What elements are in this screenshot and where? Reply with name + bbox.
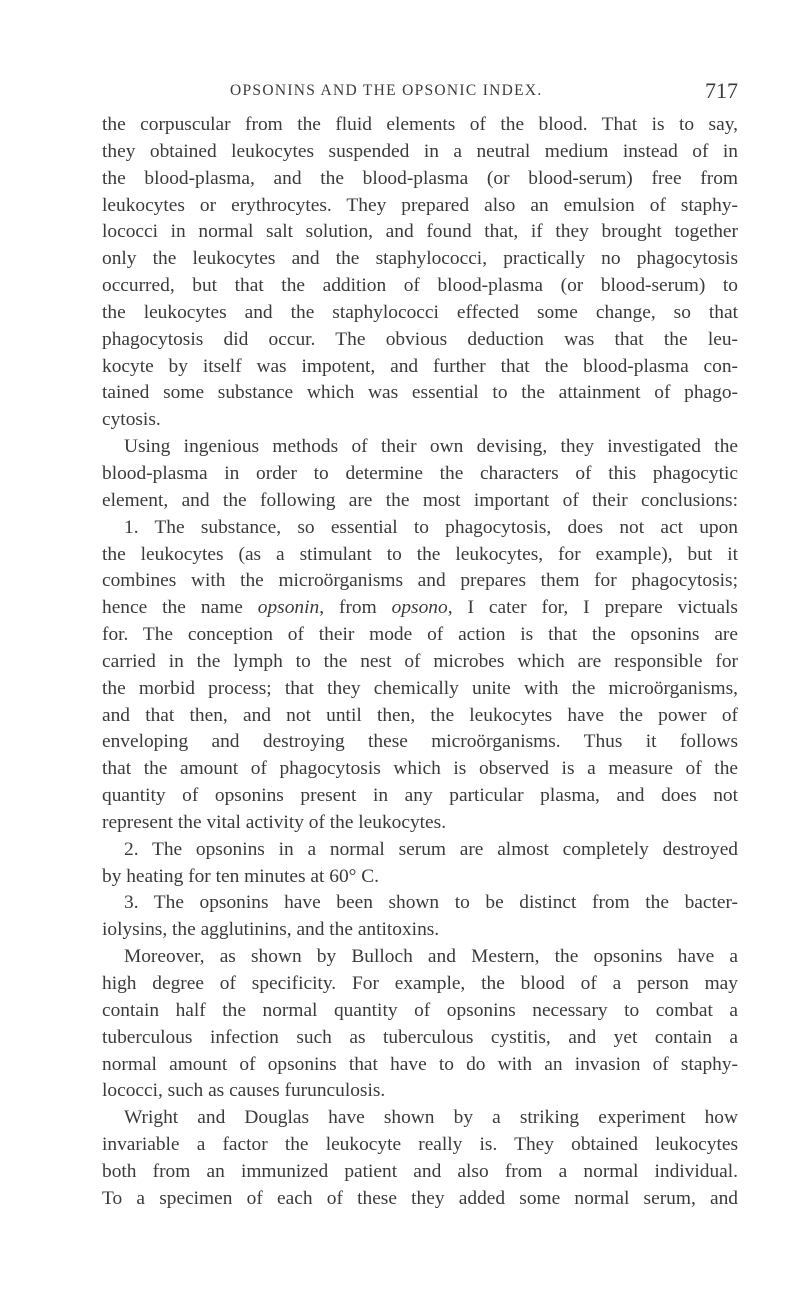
text-line: represent the vital activity of the leukocytes.	[102, 811, 447, 833]
italic-term: opsono	[391, 597, 448, 619]
text-line: Moreover, as shown by Bulloch and Mestern, the opsonins have a	[124, 946, 738, 968]
text-line: the leukocytes (as a stimulant to the leukocytes, for example), but it	[102, 543, 738, 565]
text-line: 1. The substance, so essential to phagocytosis, does not act upon	[124, 516, 738, 538]
text-line: they obtained leukocytes suspended in a neutral medium instead of in	[102, 140, 738, 162]
text-line: tained some substance which was essential to the attainment of phago-	[102, 382, 738, 404]
text-line: by heating for ten minutes at 60° C.	[102, 865, 380, 887]
text-line: Wright and Douglas have shown by a striking experiment how	[124, 1107, 738, 1129]
text-line: Using ingenious methods of their own devising, they investigated the	[124, 436, 738, 458]
text-line: the leukocytes and the staphylococci effected some change, so that	[102, 301, 738, 323]
page-number: 717	[705, 78, 738, 103]
text-line: cytosis.	[102, 409, 161, 431]
text-line: the morbid process; that they chemically unite with the microörganisms,	[102, 677, 738, 699]
text-line: for. The conception of their mode of action is that the opsonins are	[102, 624, 738, 646]
text-line: the blood-plasma, and the blood-plasma (or blood-serum) free from	[102, 167, 738, 189]
body-text	[102, 112, 738, 1213]
text-line: and that then, and not until then, the leukocytes have the power of	[102, 704, 738, 726]
text-line: both from an immunized patient and also from a normal individual.	[102, 1160, 738, 1182]
text-line: hence the name opsonin, from opsono, I cater for, I prepare victuals	[102, 597, 738, 619]
text-line: contain half the normal quantity of opsonins necessary to combat a	[102, 999, 738, 1021]
text-line: lococci in normal salt solution, and found that, if they brought together	[102, 221, 738, 243]
text-line: element, and the following are the most important of their conclusions:	[102, 489, 738, 511]
text-line: phagocytosis did occur. The obvious deduction was that the leu-	[102, 328, 738, 350]
italic-term: opsonin	[257, 597, 320, 619]
page-header	[102, 78, 752, 108]
text-line: leukocytes or erythrocytes. They prepared also an emulsion of staphy-	[102, 194, 738, 216]
text-line: high degree of specificity. For example, the blood of a person may	[102, 973, 738, 994]
text-line: only the leukocytes and the staphylococci, practically no phagocytosis	[102, 248, 738, 270]
running-head: OPSONINS AND THE OPSONIC INDEX.	[230, 82, 543, 99]
text-line: kocyte by itself was impotent, and further that the blood-plasma con-	[102, 355, 738, 377]
text-line: blood-plasma in order to determine the characters of this phagocytic	[102, 462, 738, 484]
text-line: combines with the microörganisms and prepares them for phagocytosis;	[102, 570, 738, 592]
text-line: iolysins, the agglutinins, and the antitoxins.	[102, 919, 440, 941]
text-line: 2. The opsonins in a normal serum are almost completely destroyed	[124, 838, 738, 860]
text-line: invariable a factor the leukocyte really is. They obtained leukocytes	[102, 1134, 738, 1156]
text-line: tuberculous infection such as tuberculous cystitis, and yet contain a	[102, 1026, 738, 1048]
text-line: occurred, but that the addition of blood-plasma (or blood-serum) to	[102, 275, 738, 297]
text-line: normal amount of opsonins that have to do with an invasion of staphy-	[102, 1053, 738, 1075]
text-line: lococci, such as causes furunculosis.	[102, 1080, 386, 1102]
text-line: carried in the lymph to the nest of microbes which are responsible for	[102, 650, 738, 672]
text-line: To a specimen of each of these they added some normal serum, and	[102, 1187, 738, 1209]
text-line: enveloping and destroying these microörganisms. Thus it follows	[102, 731, 738, 753]
text-line: the corpuscular from the fluid elements of the blood. That is to say,	[102, 114, 738, 135]
text-line: that the amount of phagocytosis which is observed is a measure of the	[102, 758, 738, 780]
text-line: quantity of opsonins present in any particular plasma, and does not	[102, 785, 738, 807]
text-line: 3. The opsonins have been shown to be distinct from the bacter-	[124, 892, 738, 914]
